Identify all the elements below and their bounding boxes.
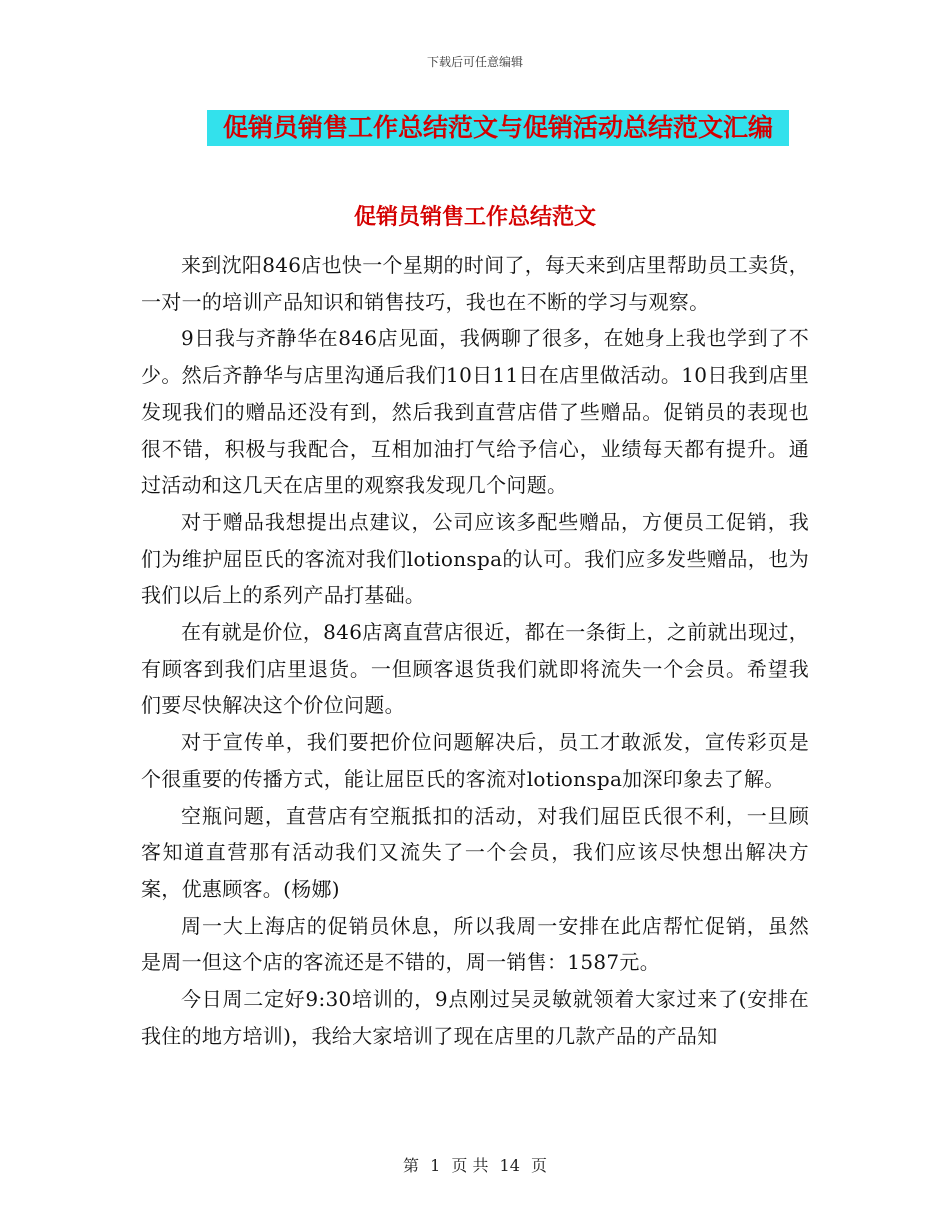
page-footer [0,1153,950,1176]
page-number: 1 [430,1156,441,1175]
paragraph: 周一大上海店的促销员休息，所以我周一安排在此店帮忙促销，虽然是周一但这个店的客流还是不错的，周一销售：1587元。 [141,913,809,975]
footer-suffix: 页 [531,1156,548,1175]
main-title: 促销员销售工作总结范文与促销活动总结范文汇编 [207,110,789,146]
total-pages: 14 [499,1156,520,1175]
header-note: 下载后可任意编辑 [426,55,523,69]
section-title: 促销员销售工作总结范文 [353,204,596,230]
footer-middle: 页 共 [451,1156,489,1175]
paragraph: 在有就是价位，846店离直营店很近，都在一条街上，之前就出现过，有顾客到我们店里退货。一但顾客退货我们就即将流失一个会员。希望我们要尽快解决这个价位问题。 [141,620,809,718]
paragraph: 对于宣传单，我们要把价位问题解决后，员工才敢派发，宣传彩页是个很重要的传播方式，能让屈臣氏的客流对lotionspa加深印象去了解。 [141,730,809,791]
paragraph: 来到沈阳846店也快一个星期的时间了，每天来到店里帮助员工卖货，一对一的培训产品知识和销售技巧，我也在不断的学习与观察。 [141,253,809,314]
document-body [141,247,809,1054]
paragraph: 对于赠品我想提出点建议，公司应该多配些赠品，方便员工促销，我们为维护屈臣氏的客流对我们lotionspa的认可。我们应多发些赠品，也为我们以后上的系列产品打基础。 [141,509,809,608]
paragraph: 今日周二定好9:30培训的，9点刚过吴灵敏就领着大家过来了(安排在我住的地方培训)，我给大家培训了现在店里的几款产品的产品知 [141,987,809,1048]
paragraph: 9日我与齐静华在846店见面，我俩聊了很多，在她身上我也学到了不少。然后齐静华与店里沟通后我们10日11日在店里做活动。10日我到店里发现我们的赠品还没有到，然后我到直营店借了些赠品。促销员的表现也很不错，积极与我配合，互相加油打气给予信心，业绩每天都有提升。通过活动和这几天在店里的观察我发现几个问题。 [141,326,809,498]
footer-prefix: 第 [402,1156,419,1175]
paragraph: 空瓶问题，直营店有空瓶抵扣的活动，对我们屈臣氏很不利，一旦顾客知道直营那有活动我们又流失了一个会员，我们应该尽快想出解决方案，优惠顾客。(杨娜) [141,803,809,901]
